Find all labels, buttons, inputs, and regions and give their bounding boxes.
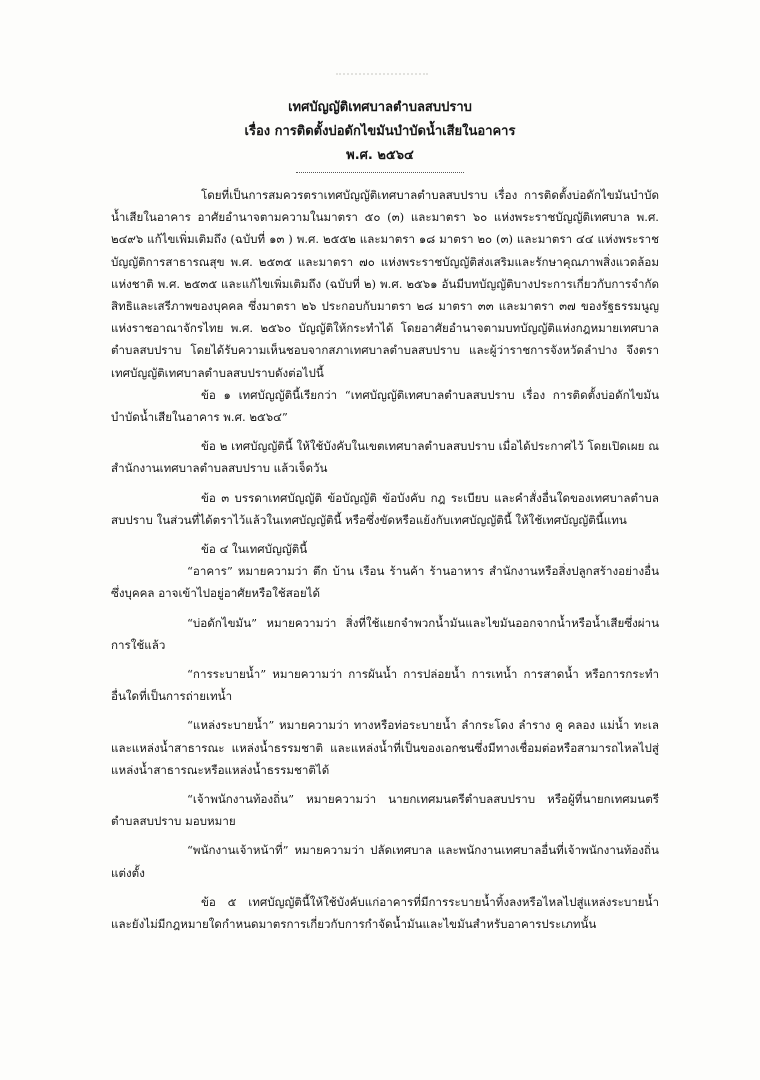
clause-3: ข้อ ๓ บรรดาเทศบัญญัติ ข้อบัญญัติ ข้อบังคับ กฎ ระเบียบ และคำสั่งอื่นใดของเทศบาลตำบลสบปราบ ในส่วนที่ได้ตราไว้แล้วในเทศบัญญัตินี้ หรือซึ่งขัดหรือแย้งกับเทศบัญญัตินี้ ให้ใช้เทศบัญญัตินี้แทน (111, 490, 659, 527)
preamble-paragraph: โดยที่เป็นการสมควรตราเทศบัญญัติเทศบาลตำบลสบปราบ เรื่อง การติดตั้งบ่อดักไขมันบำบัด น้ำเสียในอาคาร อาศัยอำนาจตามความในมาตรา ๕๐ (๓) และมาตรา ๖๐ แห่งพระราชบัญญัติเทศบาล พ.ศ. ๒๔๙๖ แก้ไขเพิ่มเติมถึง (ฉบับที่ ๑๓ ) พ.ศ. ๒๕๕๒ และมาตรา ๑๘ มาตรา ๒๐ (๓) และมาตรา ๔๔ แห่งพระราชบัญญัติการสาธารณสุข พ.ศ. ๒๕๓๕ และมาตรา ๗๐ แห่งพระราชบัญญัติส่งเสริมและรักษาคุณภาพสิ่งแวดล้อมแห่งชาติ พ.ศ. ๒๕๓๕ และแก้ไขเพิ่มเติมถึง (ฉบับที่ ๒) พ.ศ. ๒๕๖๑ อันมีบทบัญญัติบางประการเกี่ยวกับการจำกัดสิทธิและเสรีภาพของบุคคล ซึ่งมาตรา ๒๖ ประกอบกับมาตรา ๒๘ มาตรา ๓๓ และมาตรา ๓๗ ของรัฐธรรมนูญแห่งราชอาณาจักรไทย พ.ศ. ๒๕๖๐ บัญญัติให้กระทำได้ โดยอาศัยอำนาจตามบทบัญญัติแห่งกฎหมายเทศบาลตำบลสบปราบ โดยได้รับความเห็นชอบจากสภาเทศบาลตำบลสบปราบ และผู้ว่าราชการจังหวัดลำปาง จึงตราเทศบัญญัติเทศบาลตำบลสบปราบดังต่อไปนี้ (111, 188, 659, 380)
definition-officer: “พนักงานเจ้าหน้าที่” หมายความว่า ปลัดเทศบาล และพนักงานเทศบาลอื่นที่เจ้าพนักงานท้องถิ่นแต่งตั้ง (111, 843, 659, 880)
document-body (111, 184, 659, 935)
clause-4-heading: ข้อ ๔ ในเทศบัญญัตินี้ (201, 542, 308, 557)
definition-grease-trap: “บ่อดักไขมัน” หมายความว่า สิ่งที่ใช้แยกจำพวกน้ำมันและไขมันออกจากน้ำหรือน้ำเสียซึ่งผ่านการใช้แล้ว (111, 615, 659, 652)
definition-building: “อาคาร” หมายความว่า ตึก บ้าน เรือน ร้านค้า ร้านอาหาร สำนักงานหรือสิ่งปลูกสร้างอย่างอื่น ซึ่งบุคคล อาจเข้าไปอยู่อาศัยหรือใช้สอยได้ (111, 564, 659, 601)
definition-local-official: “เจ้าพนักงานท้องถิ่น” หมายความว่า นายกเทศมนตรีตำบลสบปราบ หรือผู้ที่นายกเทศมนตรีตำบลสบปราบ มอบหมาย (111, 792, 659, 829)
faint-stamp-mark (336, 73, 428, 85)
definition-drainage-source: “แหล่งระบายน้ำ” หมายความว่า ทางหรือท่อระบายน้ำ ลำกระโดง ลำราง คู คลอง แม่น้ำ ทะเลและแหล่งน้ำสาธารณะ แหล่งน้ำธรรมชาติ และแหล่งน้ำที่เป็นของเอกชนซึ่งมีทางเชื่อมต่อหรือสามารถไหลไปสู่แหล่งน้ำสาธารณะหรือแหล่งน้ำธรรมชาติได้ (111, 718, 659, 777)
clause-1: ข้อ ๑ เทศบัญญัตินี้เรียกว่า “เทศบัญญัติเทศบาลตำบลสบปราบ เรื่อง การติดตั้งบ่อดักไขมันบำบัดน้ำเสียในอาคาร พ.ศ. ๒๕๖๔” (111, 387, 659, 425)
clause-2: ข้อ ๒ เทศบัญญัตินี้ ให้ใช้บังคับในเขตเทศบาลตำบลสบปราบ เมื่อได้ประกาศไว้ โดยเปิดเผย ณ สำนักงานเทศบาลตำบลสบปราบ แล้วเจ็ดวัน (111, 439, 659, 476)
dotted-separator (296, 172, 464, 173)
clause-5: ข้อ ๕ เทศบัญญัตินี้ให้ใช้บังคับแก่อาคารที่มีการระบายน้ำทิ้งลงหรือไหลไปสู่แหล่งระบายน้ำ และยังไม่มีกฎหมายใดกำหนดมาตรการเกี่ยวกับการกำจัดน้ำมันและไขมันสำหรับอาคารประเภทนั้น (111, 894, 659, 932)
definition-drainage: “การระบายน้ำ” หมายความว่า การผันน้ำ การปล่อยน้ำ การเทน้ำ การสาดน้ำ หรือการกระทำอื่นใดที่เป็นการถ่ายเทน้ำ (111, 667, 659, 704)
document-header (0, 96, 760, 168)
document-subject: เรื่อง การติดตั้งบ่อดักไขมันบำบัดน้ำเสียในอาคาร (244, 124, 516, 139)
document-year: พ.ศ. ๒๕๖๔ (346, 148, 414, 163)
document-title: เทศบัญญัติเทศบาลตำบลสบปราบ (288, 100, 472, 115)
